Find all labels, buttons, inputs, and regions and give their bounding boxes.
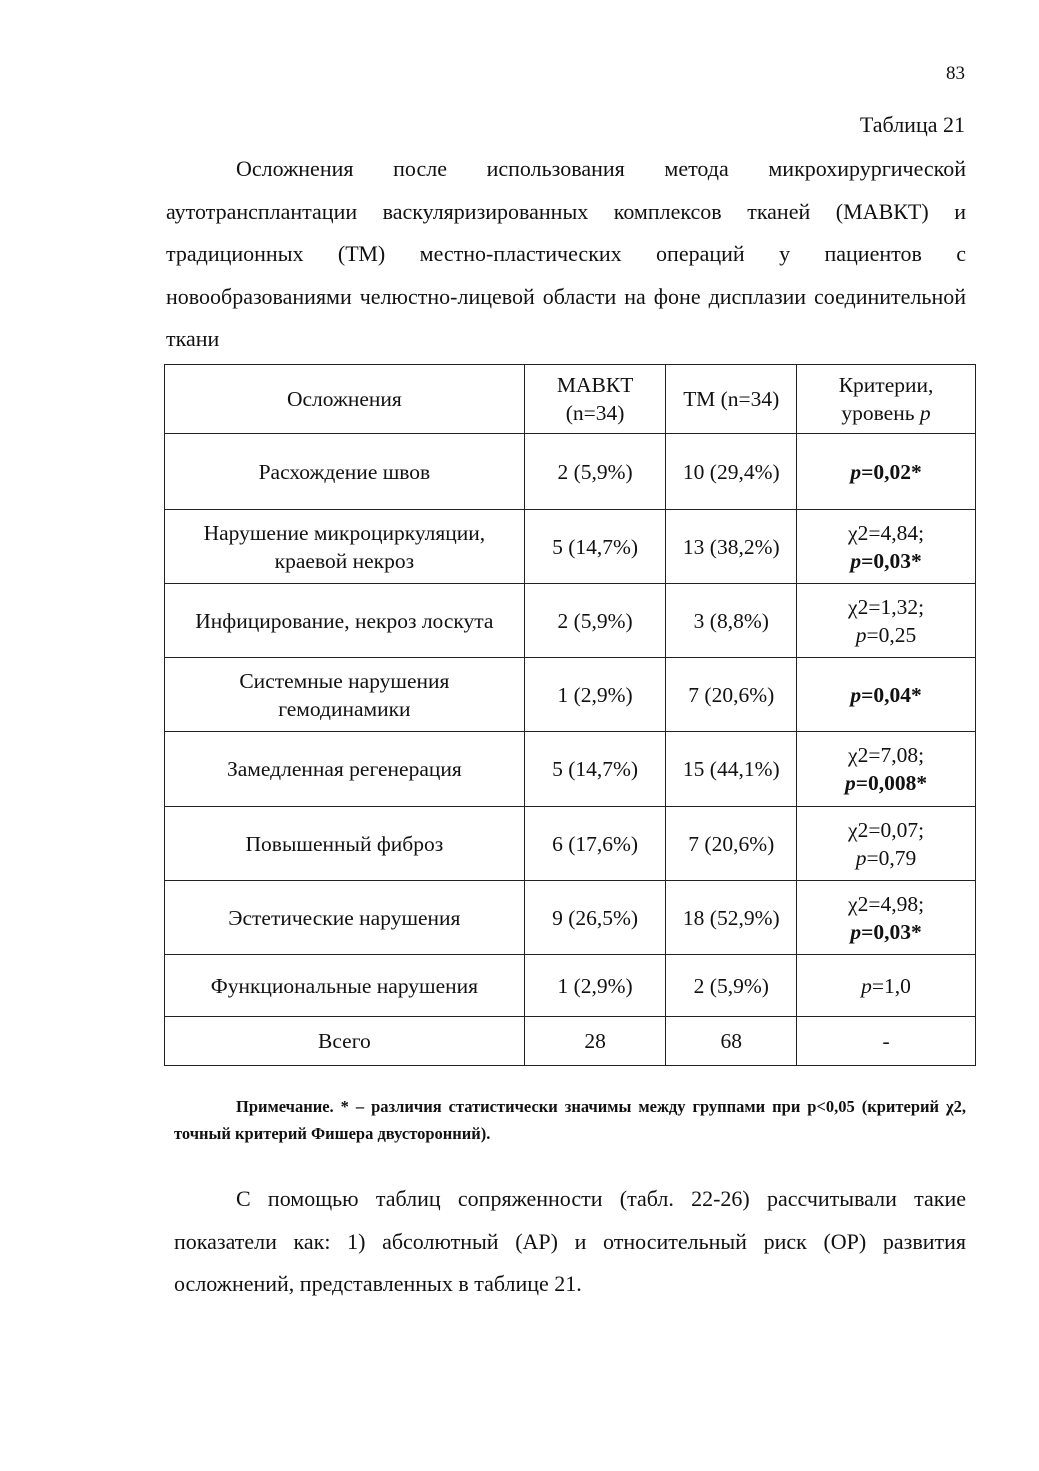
p-number: =0,04* xyxy=(861,682,922,707)
mavkt-value: 1 (2,9%) xyxy=(524,955,666,1017)
table-header-row xyxy=(165,365,976,434)
p-value xyxy=(803,547,969,575)
p-value xyxy=(803,769,969,797)
complication-name: Системные нарушения гемодинамики xyxy=(165,658,525,732)
p-value xyxy=(803,918,969,946)
complication-name: Нарушение микроциркуляции, краевой некроз xyxy=(165,510,525,584)
table-caption: Осложнения после использования метода микрохирургической аутотрансплантации васкуляризированных комплексов тканей (МАВКТ) и традиционных (ТМ) местно-пластических операций у пациентов с новообразованиями челюстно-лицевой области на фоне дисплазии соединительной ткани xyxy=(166,156,966,351)
mavkt-value: 5 (14,7%) xyxy=(524,732,666,807)
complication-name: Функциональные нарушения xyxy=(165,955,525,1017)
criteria-value xyxy=(797,881,976,955)
criteria-value xyxy=(797,510,976,584)
page-number: 83 xyxy=(946,63,965,84)
criteria-value xyxy=(797,434,976,510)
table-body xyxy=(165,365,976,1066)
criteria-value xyxy=(797,658,976,732)
chi-square-value: χ2=1,32; xyxy=(848,594,925,619)
tm-value: 10 (29,4%) xyxy=(666,434,797,510)
p-number: =0,25 xyxy=(866,622,917,647)
mavkt-value: 2 (5,9%) xyxy=(524,584,666,658)
total-tm: 68 xyxy=(666,1017,797,1066)
chi-square-value: χ2=0,07; xyxy=(848,817,925,842)
p-value xyxy=(803,972,969,1000)
header-tm: ТМ (n=34) xyxy=(666,365,797,434)
table-row xyxy=(165,732,976,807)
table-row xyxy=(165,658,976,732)
complication-name: Повышенный фиброз xyxy=(165,807,525,881)
mavkt-value: 5 (14,7%) xyxy=(524,510,666,584)
header-criteria-p: p xyxy=(919,401,931,425)
p-number: =0,03* xyxy=(861,548,922,573)
complication-name: Инфицирование, некроз лоскута xyxy=(165,584,525,658)
table-row xyxy=(165,881,976,955)
tm-value: 13 (38,2%) xyxy=(666,510,797,584)
p-value xyxy=(803,621,969,649)
p-symbol: p xyxy=(850,919,862,944)
p-symbol: p xyxy=(850,548,862,573)
complications-table xyxy=(164,364,976,1066)
p-number: =0,03* xyxy=(861,919,922,944)
p-value xyxy=(803,844,969,872)
p-symbol: p xyxy=(850,682,862,707)
tm-value: 2 (5,9%) xyxy=(666,955,797,1017)
criteria-value xyxy=(797,732,976,807)
header-criteria xyxy=(797,365,976,434)
p-symbol: p xyxy=(855,845,867,870)
table-row xyxy=(165,807,976,881)
table-row xyxy=(165,510,976,584)
complication-name: Эстетические нарушения xyxy=(165,881,525,955)
p-number: =1,0 xyxy=(871,973,911,998)
p-symbol: p xyxy=(850,459,862,484)
criteria-value xyxy=(797,955,976,1017)
p-value xyxy=(803,458,969,486)
tm-value: 18 (52,9%) xyxy=(666,881,797,955)
p-symbol: p xyxy=(861,973,872,998)
body-paragraph: С помощью таблиц сопряженности (табл. 22-26) рассчитывали такие показатели как: 1) абсолютный (АР) и относительный риск (ОР) развития осложнений, представленных в таблице 21. xyxy=(174,1186,966,1296)
total-mavkt: 28 xyxy=(524,1017,666,1066)
criteria-value xyxy=(797,584,976,658)
chi-square-value: χ2=4,84; xyxy=(848,520,925,545)
p-number: =0,008* xyxy=(855,771,928,795)
p-symbol: p xyxy=(844,771,856,795)
tm-value: 7 (20,6%) xyxy=(666,807,797,881)
p-number: =0,02* xyxy=(861,459,922,484)
header-mavkt: МАВКТ (n=34) xyxy=(524,365,666,434)
header-complications: Осложнения xyxy=(165,365,525,434)
complication-name: Расхождение швов xyxy=(165,434,525,510)
table-row xyxy=(165,434,976,510)
table-label: Таблица 21 xyxy=(859,112,965,137)
p-number: =0,79 xyxy=(866,845,917,870)
mavkt-value: 6 (17,6%) xyxy=(524,807,666,881)
table-row xyxy=(165,955,976,1017)
total-criteria: - xyxy=(797,1017,976,1066)
chi-square-value: χ2=7,08; xyxy=(848,743,925,767)
table-total-row xyxy=(165,1017,976,1066)
table-note: Примечание. * – различия статистически значимы между группами при p<0,05 (критерий χ2, точный критерий Фишера двусторонний). xyxy=(174,1097,966,1143)
total-label: Всего xyxy=(165,1017,525,1066)
p-value xyxy=(803,681,969,709)
tm-value: 7 (20,6%) xyxy=(666,658,797,732)
complication-name: Замедленная регенерация xyxy=(165,732,525,807)
table-row xyxy=(165,584,976,658)
tm-value: 3 (8,8%) xyxy=(666,584,797,658)
criteria-value xyxy=(797,807,976,881)
mavkt-value: 2 (5,9%) xyxy=(524,434,666,510)
header-criteria-text: Критерии, уровень xyxy=(838,373,934,425)
mavkt-value: 9 (26,5%) xyxy=(524,881,666,955)
p-symbol: p xyxy=(855,622,867,647)
tm-value: 15 (44,1%) xyxy=(666,732,797,807)
mavkt-value: 1 (2,9%) xyxy=(524,658,666,732)
chi-square-value: χ2=4,98; xyxy=(848,891,925,916)
